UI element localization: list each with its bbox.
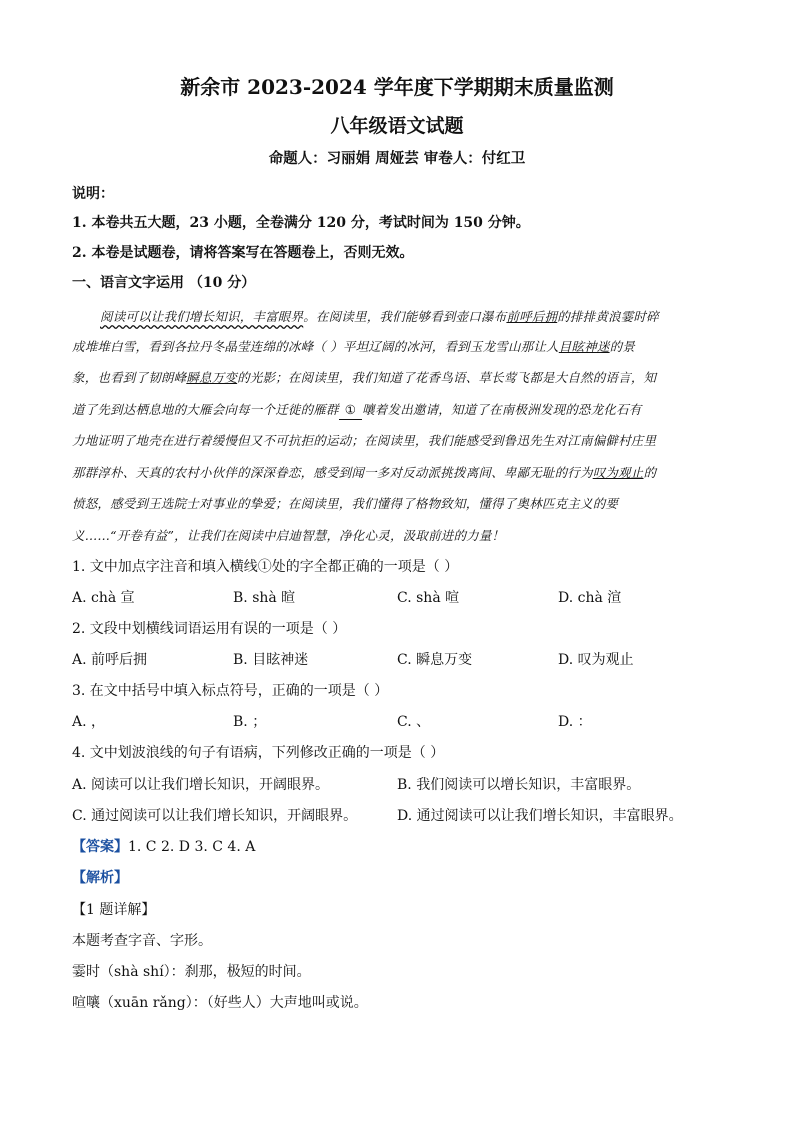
- passage-line-4: 道了先到达栖息地的大雁会向每一个迁徙的雁群 ① 嚷着发出邀请，知道了在南极洲发现的恐龙化石有: [72, 401, 642, 420]
- q2-option-c: C. 瞬息万变: [397, 652, 473, 668]
- exam-title: 新余市 2023-2024 学年度下学期期末质量监测: [180, 75, 614, 99]
- underlined-phrase-3: 瞬息万变: [186, 370, 238, 385]
- underlined-phrase-4: 叹为观止: [592, 465, 644, 480]
- q4-option-b: B. 我们阅读可以增长知识，丰富眼界。: [397, 777, 641, 793]
- blank-1: ①: [339, 401, 362, 420]
- q1-option-a: A. chà 宣: [72, 590, 135, 606]
- note-2: 2. 本卷是试题卷，请将答案写在答题卷上，否则无效。: [72, 245, 414, 261]
- passage-line-6: 那群淳朴、天真的农村小伙伴的深深眷恋，感受到闻一多对反动派挑拨离间、卑鄙无耻的行为叹为观止的: [72, 465, 657, 480]
- q1-option-c: C. shà 喧: [397, 590, 460, 606]
- question-2-stem: 2. 文段中划横线词语运用有误的一项是（ ）: [72, 621, 347, 637]
- analysis-line-2: 霎时（shà shí）：刹那，极短的时间。: [72, 964, 311, 980]
- passage-line-5: 力地证明了地壳在进行着缓慢但又不可抗拒的运动；在阅读里，我们能感受到鲁迅先生对江南偏僻村庄里: [72, 433, 657, 448]
- question-3-stem: 3. 在文中括号中填入标点符号，正确的一项是（ ）: [72, 683, 389, 699]
- q2-option-a: A. 前呼后拥: [72, 652, 148, 668]
- q3-option-d: D. ：: [558, 714, 592, 730]
- q2-option-b: B. 目眩神迷: [233, 652, 309, 668]
- q1-option-d: D. chà 渲: [558, 590, 622, 606]
- answer-tag: 【答案】: [72, 839, 128, 855]
- analysis-tag: 【解析】: [72, 870, 128, 886]
- notes-heading: 说明：: [72, 186, 114, 202]
- analysis-line-3: 喧嚷（xuān rǎng）：（好些人）大声地叫或说。: [72, 995, 368, 1011]
- passage-line-2: 成堆堆白雪，看到各拉丹冬晶莹连绵的冰峰（ ）平坦辽阔的冰河，看到玉龙雪山那让人目眩神迷的景: [72, 339, 635, 354]
- wavy-sentence: 阅读可以让我们增长知识，丰富眼界: [100, 309, 304, 324]
- passage-line-1: 阅读可以让我们增长知识，丰富眼界。在阅读里，我们能够看到壶口瀑布前呼后拥的排排黄浪霎时碎: [100, 309, 659, 324]
- passage-line-7: 愤怒，感受到王选院士对事业的挚爱；在阅读里，我们懂得了格物致知，懂得了奥林匹克主义的要: [72, 496, 619, 511]
- question-4-stem: 4. 文中划波浪线的句子有语病，下列修改正确的一项是（ ）: [72, 745, 445, 761]
- passage-line-3: 象，也看到了韧朗峰瞬息万变的光影；在阅读里，我们知道了花香鸟语、草长莺飞都是大自然的语言，知: [72, 370, 657, 385]
- analysis-line-1: 本题考查字音、字形。: [72, 933, 212, 949]
- q4-option-c: C. 通过阅读可以让我们增长知识，开阔眼界。: [72, 808, 358, 824]
- exam-subtitle: 八年级语文试题: [330, 115, 464, 137]
- analysis-line: [72, 869, 128, 887]
- answer-text: 1. C 2. D 3. C 4. A: [128, 839, 256, 855]
- note-1: 1. 本卷共五大题，23 小题，全卷满分 120 分，考试时间为 150 分钟。: [72, 215, 530, 231]
- answer-line: [72, 838, 255, 856]
- q2-option-d: D. 叹为观止: [558, 652, 634, 668]
- q1-option-b: B. shà 暄: [233, 590, 296, 606]
- q3-option-c: C. 、: [397, 714, 431, 730]
- underlined-phrase-2: 目眩神迷: [558, 339, 610, 354]
- passage-line-8: 义……“开卷有益”，让我们在阅读中启迪智慧，净化心灵，汲取前进的力量！: [72, 528, 505, 543]
- q3-option-b: B. ；: [233, 714, 267, 730]
- q4-option-d: D. 通过阅读可以让我们增长知识，丰富眼界。: [397, 808, 683, 824]
- section-1-heading: 一、语言文字运用 （10 分）: [72, 275, 256, 291]
- underlined-phrase-1: 前呼后拥: [506, 309, 558, 324]
- question-1-stem: 1. 文中加点字注音和填入横线①处的字全都正确的一项是（ ）: [72, 559, 459, 575]
- q4-option-a: A. 阅读可以让我们增长知识，开阔眼界。: [72, 777, 330, 793]
- q1-detail-heading: 【1 题详解】: [72, 902, 156, 918]
- exam-authors: 命题人：习丽娟 周娅芸 审卷人：付红卫: [268, 150, 526, 167]
- q3-option-a: A. ，: [72, 714, 106, 730]
